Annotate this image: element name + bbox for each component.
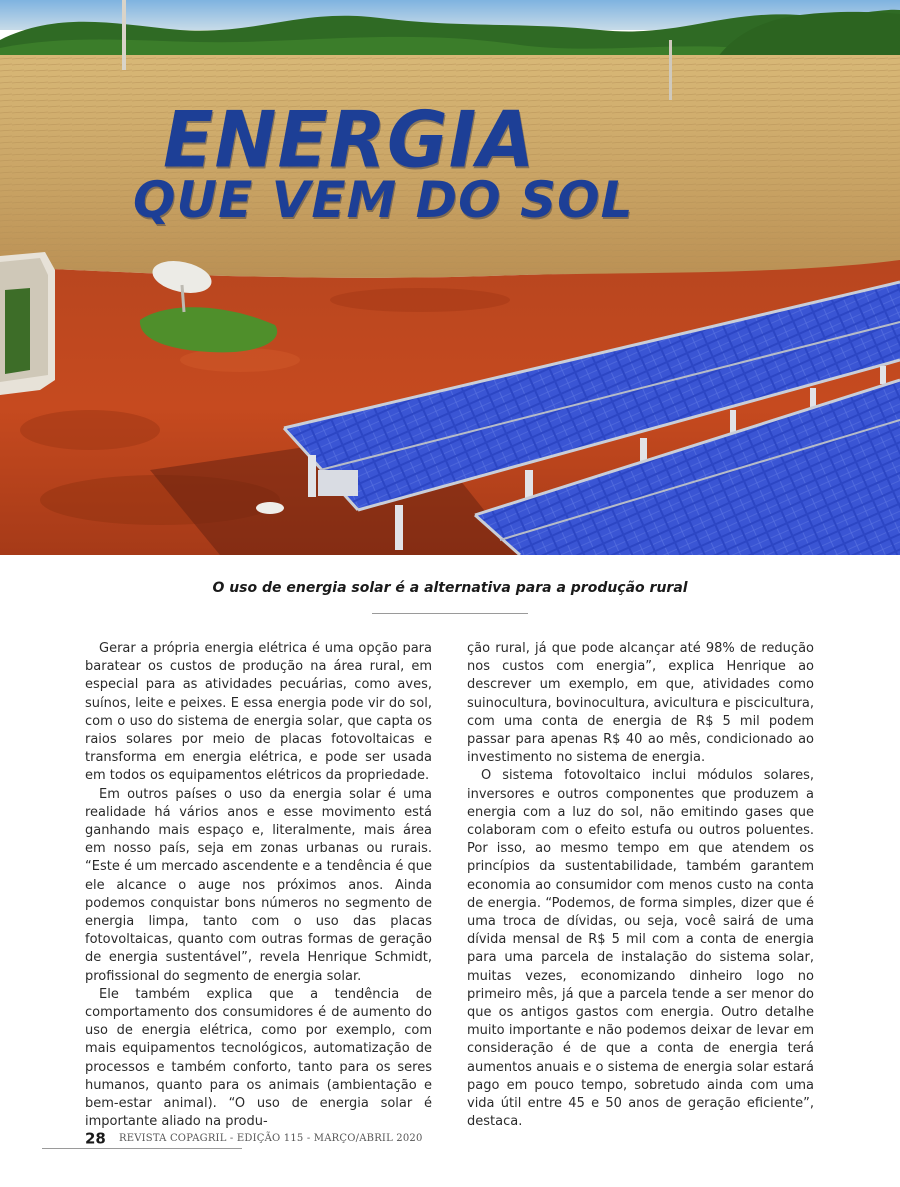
- hero-photo: [0, 0, 900, 555]
- photo-caption: O uso de energia solar é a alternativa para a produção rural: [212, 580, 688, 596]
- footer-divider: [42, 1148, 242, 1149]
- paragraph: ção rural, já que pode alcançar até 98% de redução nos custos com energia”, explica Henrique ao descrever um exemplo, em que, atividades como suinocultura, bovinocultura, avicultura e piscicultura, com uma conta de energia de R$ 5 mil podem passar para apenas R$ 40 ao mês, condicionado ao investimento no sistema de energia.: [467, 641, 814, 766]
- headline-line-1: ENERGIA: [163, 94, 536, 186]
- headline: [0, 0, 900, 260]
- paragraph: Gerar a própria energia elétrica é uma opção para baratear os custos de produção na área rural, em especial para as atividades pecuárias, como aves, suínos, leite e peixes. E essa energia pode vir do sol, com o uso do sistema de energia solar, que capta os raios solares por meio de placas fotovoltaicas e transforma em energia elétrica, e pode ser usada em todos os equipamentos elétricos da propriedade.: [85, 641, 432, 784]
- article-column-left: [85, 640, 432, 1131]
- paragraph: O sistema fotovoltaico inclui módulos solares, inversores e outros componentes que produzem a energia com a luz do sol, não emitindo gases que colaboram com o efeito estufa ou outros poluentes. Por isso, ao mesmo tempo em que atendem os princípios da sustentabilidade, também garantem economia ao consumidor com menos custo na conta de energia. “Podemos, de forma simples, dizer que é uma troca de dívidas, ou seja, você sairá de uma dívida mensal de R$ 5 mil com a conta de energia para uma parcela de instalação do sistema solar, muitas vezes, economizando dinheiro logo no primeiro mês, já que a parcela tende a ser menor do que os antigos gastos com energia. Outro detalhe muito importante e não podemos deixar de levar em consideração é de que a conta de energia terá aumentos anuais e o sistema de energia solar estará pago em pouco tempo, sobretudo ainda com uma vida útil entre 45 e 50 anos de geração eficiente”, destaca.: [467, 768, 814, 1130]
- caption-divider: [372, 613, 528, 614]
- page-footer: [85, 1128, 423, 1150]
- paragraph: Em outros países o uso da energia solar é uma realidade há vários anos e esse movimento está ganhando mais espaço e, literalmente, mais área em nosso país, seja em zonas urbanas ou rurais. “Este é um mercado ascendente e a tendência é que ele alcance o auge nos próximos anos. Ainda podemos conquistar bons números no segmento de energia limpa, tanto com o uso das placas fotovoltaicas, quanto com outras formas de geração de energia sustentável”, revela Henrique Schmidt, profissional do segmento de energia solar.: [85, 786, 432, 984]
- page-number: 28: [85, 1129, 106, 1148]
- paragraph: Ele também explica que a tendência de comportamento dos consumidores é de aumento do uso de energia elétrica, como por exemplo, com mais equipamentos tecnológicos, automatização de processos e também conforto, tanto para os seres humanos, quanto para os animais (ambientação e bem-estar animal). “O uso de energia solar é importante aliado na produ-: [85, 986, 432, 1130]
- headline-line-2: QUE VEM DO SOL: [133, 171, 634, 229]
- publication-info: REVISTA COPAGRIL - EDIÇÃO 115 - MARÇO/ABRIL 2020: [118, 1133, 423, 1144]
- article-column-right: [467, 640, 814, 1131]
